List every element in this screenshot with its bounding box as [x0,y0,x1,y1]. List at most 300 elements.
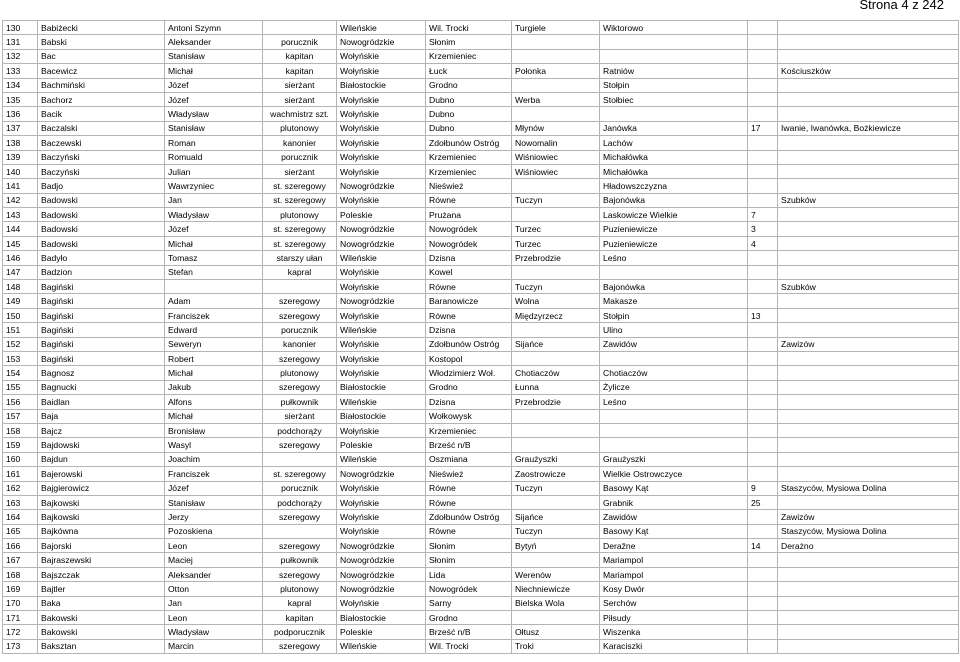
voivodeship-cell: Nowogródzkie [337,539,426,553]
settlement-notes-cell [778,596,959,610]
county-cell: Grodno [426,380,512,394]
plot-number-cell [748,380,778,394]
table-row [3,351,959,365]
commune-cell: Wiśniowiec [512,164,600,178]
surname-cell: Badzion [38,265,165,279]
row-number-cell: 154 [3,366,38,380]
county-cell: Łuck [426,64,512,78]
row-number-cell: 170 [3,596,38,610]
plot-number-cell [748,452,778,466]
locality-cell: Mariampol [600,553,748,567]
county-cell: Zdołbunów Ostróg [426,136,512,150]
voivodeship-cell: Wołyńskie [337,308,426,322]
surname-cell: Bajdun [38,452,165,466]
county-cell: Równe [426,495,512,509]
commune-cell: Bytyń [512,539,600,553]
voivodeship-cell: Wołyńskie [337,49,426,63]
locality-cell: Grabnik [600,495,748,509]
surname-cell: Baczewski [38,136,165,150]
voivodeship-cell: Wołyńskie [337,107,426,121]
first-name-cell [165,280,263,294]
table-row [3,193,959,207]
locality-cell: Stołpin [600,78,748,92]
commune-cell: Werenów [512,567,600,581]
surname-cell: Bagiński [38,337,165,351]
surname-cell: Babiżecki [38,21,165,35]
page-number: Strona 4 z 242 [859,0,944,12]
settlement-notes-cell [778,179,959,193]
county-cell: Prużana [426,208,512,222]
plot-number-cell [748,582,778,596]
commune-cell: Troki [512,639,600,653]
county-cell: Kowel [426,265,512,279]
settlement-notes-cell [778,208,959,222]
surname-cell: Bagiński [38,280,165,294]
voivodeship-cell: Białostockie [337,409,426,423]
plot-number-cell [748,596,778,610]
table-row [3,107,959,121]
surname-cell: Bagiński [38,308,165,322]
rank-cell: kapitan [263,611,337,625]
settlement-notes-cell: Zawizów [778,337,959,351]
commune-cell: Tuczyn [512,280,600,294]
table-row [3,539,959,553]
table-row [3,438,959,452]
county-cell: Włodzimierz Woł. [426,366,512,380]
settlement-notes-cell [778,423,959,437]
row-number-cell: 149 [3,294,38,308]
first-name-cell: Joachim [165,452,263,466]
table-row [3,481,959,495]
rank-cell: st. szeregowy [263,236,337,250]
plot-number-cell [748,625,778,639]
commune-cell: Ołtusz [512,625,600,639]
locality-cell: Kosy Dwór [600,582,748,596]
table-row [3,423,959,437]
commune-cell [512,78,600,92]
row-number-cell: 141 [3,179,38,193]
plot-number-cell [748,337,778,351]
row-number-cell: 140 [3,164,38,178]
plot-number-cell [748,467,778,481]
rank-cell: pułkownik [263,553,337,567]
row-number-cell: 159 [3,438,38,452]
table-row [3,495,959,509]
voivodeship-cell: Wołyńskie [337,265,426,279]
table-row [3,409,959,423]
voivodeship-cell: Nowogródzkie [337,582,426,596]
voivodeship-cell: Wileńskie [337,251,426,265]
first-name-cell: Maciej [165,553,263,567]
surname-cell: Baka [38,596,165,610]
settlement-notes-cell [778,222,959,236]
table-row [3,280,959,294]
row-number-cell: 134 [3,78,38,92]
settlement-notes-cell [778,21,959,35]
commune-cell: Chotiaczów [512,366,600,380]
rank-cell: szeregowy [263,380,337,394]
plot-number-cell [748,136,778,150]
row-number-cell: 147 [3,265,38,279]
county-cell: Sarny [426,596,512,610]
surname-cell: Badjo [38,179,165,193]
first-name-cell: Pozoskiena [165,524,263,538]
first-name-cell: Stanisław [165,49,263,63]
commune-cell: Turgiele [512,21,600,35]
voivodeship-cell: Wołyńskie [337,366,426,380]
locality-cell: Piłsudy [600,611,748,625]
county-cell: Zdołbunów Ostróg [426,337,512,351]
table-row [3,611,959,625]
rank-cell: podporucznik [263,625,337,639]
settlement-notes-cell: Derażno [778,539,959,553]
surname-cell: Bajgierowicz [38,481,165,495]
commune-cell: Werba [512,92,600,106]
surname-cell: Bajorski [38,539,165,553]
voivodeship-cell: Poleskie [337,208,426,222]
row-number-cell: 165 [3,524,38,538]
surname-cell: Bagiński [38,323,165,337]
first-name-cell: Władysław [165,208,263,222]
county-cell: Nieśwież [426,467,512,481]
commune-cell [512,208,600,222]
settlement-notes-cell: Staszyców, Mysiowa Dolina [778,481,959,495]
first-name-cell: Seweryn [165,337,263,351]
locality-cell: Hładowszczyzna [600,179,748,193]
row-number-cell: 160 [3,452,38,466]
table-row [3,164,959,178]
settlement-notes-cell: Szubków [778,280,959,294]
county-cell: Brześć n/B [426,438,512,452]
row-number-cell: 168 [3,567,38,581]
table-row [3,208,959,222]
surname-cell: Babski [38,35,165,49]
commune-cell [512,423,600,437]
first-name-cell: Alfons [165,395,263,409]
locality-cell [600,49,748,63]
rank-cell [263,452,337,466]
county-cell: Słonim [426,35,512,49]
table-row [3,553,959,567]
locality-cell: Basowy Kąt [600,481,748,495]
county-cell: Oszmiana [426,452,512,466]
row-number-cell: 152 [3,337,38,351]
county-cell: Nieśwież [426,179,512,193]
rank-cell: szeregowy [263,308,337,322]
locality-cell [600,351,748,365]
locality-cell: Mariampol [600,567,748,581]
locality-cell: Leśno [600,395,748,409]
commune-cell [512,553,600,567]
row-number-cell: 169 [3,582,38,596]
surname-cell: Bajszczak [38,567,165,581]
locality-cell: Makasze [600,294,748,308]
first-name-cell: Romuald [165,150,263,164]
surname-cell: Badyło [38,251,165,265]
first-name-cell: Adam [165,294,263,308]
plot-number-cell [748,639,778,653]
table-row [3,78,959,92]
plot-number-cell [748,567,778,581]
commune-cell [512,495,600,509]
voivodeship-cell: Wołyńskie [337,121,426,135]
rank-cell [263,21,337,35]
settlement-notes-cell: Szubków [778,193,959,207]
first-name-cell: Edward [165,323,263,337]
county-cell: Równe [426,193,512,207]
county-cell: Brześć n/B [426,625,512,639]
plot-number-cell: 13 [748,308,778,322]
row-number-cell: 143 [3,208,38,222]
plot-number-cell [748,553,778,567]
table-row [3,121,959,135]
county-cell: Dubno [426,92,512,106]
table-row [3,524,959,538]
table-row [3,467,959,481]
county-cell: Nowogródek [426,222,512,236]
commune-cell: Niechniewicze [512,582,600,596]
table-row [3,337,959,351]
plot-number-cell: 7 [748,208,778,222]
table-row [3,395,959,409]
page-header [0,0,960,20]
settlement-notes-cell [778,395,959,409]
plot-number-cell: 4 [748,236,778,250]
plot-number-cell [748,179,778,193]
commune-cell: Przebrodzie [512,395,600,409]
locality-cell: Deražne [600,539,748,553]
rank-cell: kapitan [263,49,337,63]
settlement-notes-cell [778,380,959,394]
county-cell: Krzemieniec [426,150,512,164]
voivodeship-cell: Wołyńskie [337,164,426,178]
county-cell: Nowogródek [426,582,512,596]
row-number-cell: 150 [3,308,38,322]
first-name-cell: Józef [165,222,263,236]
settlement-notes-cell [778,553,959,567]
settlement-notes-cell [778,150,959,164]
table-row [3,150,959,164]
rank-cell: szeregowy [263,351,337,365]
commune-cell [512,35,600,49]
settlement-notes-cell [778,236,959,250]
commune-cell: Tuczyn [512,193,600,207]
row-number-cell: 138 [3,136,38,150]
commune-cell: Graużyszki [512,452,600,466]
table-row [3,236,959,250]
voivodeship-cell: Nowogródzkie [337,236,426,250]
locality-cell: Zawidów [600,510,748,524]
plot-number-cell [748,351,778,365]
commune-cell: Wolna [512,294,600,308]
first-name-cell: Marcin [165,639,263,653]
plot-number-cell [748,251,778,265]
first-name-cell: Leon [165,539,263,553]
voivodeship-cell: Poleskie [337,438,426,452]
commune-cell: Sijańce [512,510,600,524]
first-name-cell: Władysław [165,107,263,121]
surname-cell: Baczyński [38,164,165,178]
row-number-cell: 172 [3,625,38,639]
settlement-notes-cell [778,265,959,279]
first-name-cell: Julian [165,164,263,178]
rank-cell: szeregowy [263,510,337,524]
commune-cell [512,409,600,423]
locality-cell: Serchów [600,596,748,610]
first-name-cell: Michał [165,64,263,78]
surname-cell: Bajdowski [38,438,165,452]
first-name-cell: Aleksander [165,35,263,49]
commune-cell: Tuczyn [512,481,600,495]
row-number-cell: 164 [3,510,38,524]
plot-number-cell [748,294,778,308]
plot-number-cell [748,395,778,409]
row-number-cell: 139 [3,150,38,164]
locality-cell [600,265,748,279]
voivodeship-cell: Poleskie [337,625,426,639]
voivodeship-cell: Nowogródzkie [337,294,426,308]
plot-number-cell: 25 [748,495,778,509]
locality-cell: Graużyszki [600,452,748,466]
county-cell: Zdołbunów Ostróg [426,510,512,524]
surname-cell: Bagiński [38,294,165,308]
first-name-cell: Robert [165,351,263,365]
surname-cell: Badowski [38,222,165,236]
plot-number-cell: 14 [748,539,778,553]
settlement-notes-cell [778,308,959,322]
rank-cell: kanonier [263,337,337,351]
commune-cell: Sijańce [512,337,600,351]
commune-cell [512,438,600,452]
settlement-notes-cell [778,294,959,308]
voivodeship-cell: Białostockie [337,78,426,92]
locality-cell: Żylicze [600,380,748,394]
surname-cell: Bacik [38,107,165,121]
voivodeship-cell: Wileńskie [337,452,426,466]
first-name-cell: Józef [165,92,263,106]
row-number-cell: 133 [3,64,38,78]
rank-cell: pułkownik [263,395,337,409]
settlement-notes-cell: Zawizów [778,510,959,524]
surname-cell: Bagnucki [38,380,165,394]
plot-number-cell [748,78,778,92]
settlement-notes-cell [778,164,959,178]
voivodeship-cell: Wołyńskie [337,337,426,351]
settlement-notes-cell: Iwanie, Iwanówka, Bożkiewicze [778,121,959,135]
locality-cell: Ulino [600,323,748,337]
settlement-notes-cell [778,78,959,92]
row-number-cell: 135 [3,92,38,106]
rank-cell: sierżant [263,164,337,178]
table-row [3,380,959,394]
rank-cell: sierżant [263,92,337,106]
voivodeship-cell: Wileńskie [337,395,426,409]
row-number-cell: 136 [3,107,38,121]
county-cell: Lida [426,567,512,581]
plot-number-cell [748,164,778,178]
county-cell: Równe [426,481,512,495]
table-row [3,49,959,63]
settlement-notes-cell [778,409,959,423]
rank-cell: st. szeregowy [263,222,337,236]
plot-number-cell [748,193,778,207]
locality-cell: Basowy Kąt [600,524,748,538]
plot-number-cell: 9 [748,481,778,495]
row-number-cell: 132 [3,49,38,63]
first-name-cell: Władysław [165,625,263,639]
locality-cell: Bajonówka [600,280,748,294]
plot-number-cell [748,524,778,538]
voivodeship-cell: Wołyńskie [337,510,426,524]
rank-cell: plutonowy [263,121,337,135]
rank-cell: st. szeregowy [263,193,337,207]
records-table [2,20,959,654]
first-name-cell: Franciszek [165,467,263,481]
surname-cell: Baja [38,409,165,423]
rank-cell: plutonowy [263,582,337,596]
settlement-notes-cell [778,351,959,365]
first-name-cell: Aleksander [165,567,263,581]
first-name-cell: Leon [165,611,263,625]
county-cell: Nowogródek [426,236,512,250]
commune-cell: Przebrodzie [512,251,600,265]
plot-number-cell [748,423,778,437]
locality-cell: Wiktorowo [600,21,748,35]
voivodeship-cell: Nowogródzkie [337,179,426,193]
table-row [3,251,959,265]
plot-number-cell [748,280,778,294]
rank-cell: kapral [263,596,337,610]
row-number-cell: 137 [3,121,38,135]
county-cell: Baranowicze [426,294,512,308]
locality-cell: Leśno [600,251,748,265]
records-table-body [3,21,959,654]
row-number-cell: 142 [3,193,38,207]
plot-number-cell [748,92,778,106]
rank-cell: wachmistrz szt. [263,107,337,121]
voivodeship-cell: Wołyńskie [337,481,426,495]
voivodeship-cell: Wołyńskie [337,524,426,538]
commune-cell: Połonka [512,64,600,78]
county-cell: Kostopol [426,351,512,365]
commune-cell: Turzec [512,222,600,236]
county-cell: Dzisna [426,251,512,265]
county-cell: Krzemieniec [426,423,512,437]
rank-cell: porucznik [263,481,337,495]
rank-cell: kapitan [263,64,337,78]
plot-number-cell [748,150,778,164]
plot-number-cell [748,409,778,423]
surname-cell: Bakowski [38,611,165,625]
rank-cell: szeregowy [263,639,337,653]
county-cell: Równe [426,280,512,294]
surname-cell: Badowski [38,193,165,207]
first-name-cell: Jakub [165,380,263,394]
rank-cell: st. szeregowy [263,179,337,193]
voivodeship-cell: Wołyńskie [337,150,426,164]
locality-cell: Wiszenka [600,625,748,639]
row-number-cell: 146 [3,251,38,265]
first-name-cell: Wasyl [165,438,263,452]
locality-cell: Bajonówka [600,193,748,207]
table-row [3,64,959,78]
county-cell: Słonim [426,553,512,567]
surname-cell: Badowski [38,208,165,222]
commune-cell [512,265,600,279]
first-name-cell: Bronisław [165,423,263,437]
county-cell: Dzisna [426,395,512,409]
voivodeship-cell: Wołyńskie [337,64,426,78]
